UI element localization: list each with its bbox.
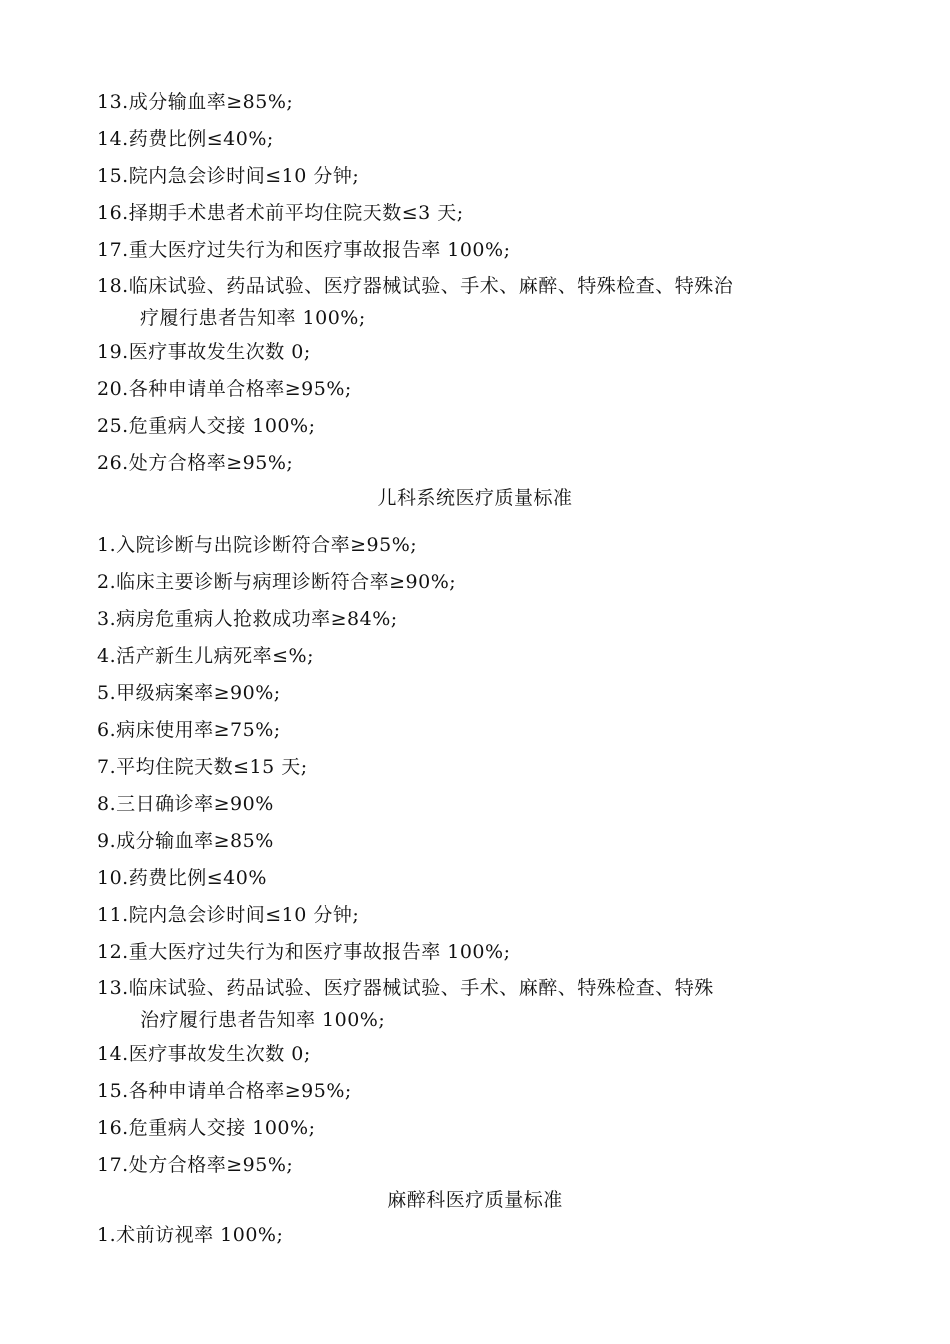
list-item: 3.病房危重病人抢救成功率≥84%; [97, 608, 398, 630]
list-item: 13.临床试验、药品试验、医疗器械试验、手术、麻醉、特殊检查、特殊 [97, 977, 714, 999]
list-item: 12.重大医疗过失行为和医疗事故报告率 100%; [97, 941, 511, 963]
list-item: 25.危重病人交接 100%; [97, 415, 316, 437]
list-item: 4.活产新生儿病死率≤%; [97, 645, 315, 667]
list-item: 17.处方合格率≥95%; [97, 1154, 294, 1176]
list-item: 17.重大医疗过失行为和医疗事故报告率 100%; [97, 239, 511, 261]
list-item: 16.危重病人交接 100%; [97, 1117, 316, 1139]
list-item: 6.病床使用率≥75%; [97, 719, 281, 741]
list-item: 8.三日确诊率≥90% [97, 793, 274, 815]
list-item: 11.院内急会诊时间≤10 分钟; [97, 904, 360, 926]
list-item: 20.各种申请单合格率≥95%; [97, 378, 352, 400]
list-item: 10.药费比例≤40% [97, 867, 267, 889]
list-item: 15.各种申请单合格率≥95%; [97, 1080, 352, 1102]
list-item: 16.择期手术患者术前平均住院天数≤3 天; [97, 202, 464, 224]
list-item: 14.医疗事故发生次数 0; [97, 1043, 311, 1065]
list-item: 15.院内急会诊时间≤10 分钟; [97, 165, 360, 187]
list-item: 19.医疗事故发生次数 0; [97, 341, 311, 363]
list-item: 2.临床主要诊断与病理诊断符合率≥90%; [97, 571, 457, 593]
list-item: 14.药费比例≤40%; [97, 128, 274, 150]
list-item: 26.处方合格率≥95%; [97, 452, 294, 474]
list-item: 7.平均住院天数≤15 天; [97, 756, 308, 778]
section-heading: 儿科系统医疗质量标准 [377, 487, 573, 509]
list-item: 1.入院诊断与出院诊断符合率≥95%; [97, 534, 418, 556]
list-item: 9.成分输血率≥85% [97, 830, 274, 852]
list-item-continuation: 治疗履行患者告知率 100%; [140, 1009, 386, 1031]
list-item: 13.成分输血率≥85%; [97, 91, 294, 113]
list-item: 18.临床试验、药品试验、医疗器械试验、手术、麻醉、特殊检查、特殊治 [97, 275, 734, 297]
section-heading: 麻醉科医疗质量标准 [387, 1189, 563, 1211]
list-item: 5.甲级病案率≥90%; [97, 682, 281, 704]
list-item: 1.术前访视率 100%; [97, 1224, 284, 1246]
list-item-continuation: 疗履行患者告知率 100%; [140, 307, 366, 329]
